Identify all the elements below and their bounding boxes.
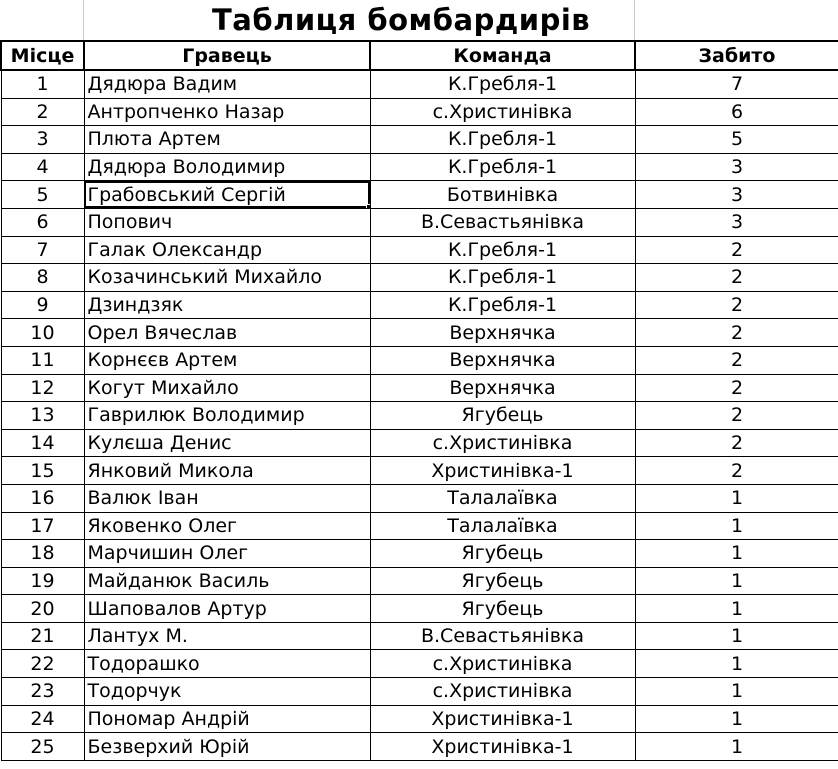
header-team[interactable]: Команда bbox=[370, 41, 635, 70]
cell-player[interactable]: Гаврилюк Володимир bbox=[84, 402, 370, 430]
cell-team[interactable]: Христинівка-1 bbox=[370, 457, 635, 485]
table-row bbox=[1, 650, 838, 678]
gridline bbox=[634, 0, 635, 40]
cell-place[interactable]: 20 bbox=[1, 595, 84, 623]
table-row bbox=[1, 705, 838, 733]
table-row bbox=[1, 70, 838, 98]
cell-place[interactable]: 14 bbox=[1, 429, 84, 457]
cell-team[interactable]: В.Севастьянівка bbox=[370, 208, 635, 236]
table-row bbox=[1, 622, 838, 650]
fill-handle[interactable] bbox=[366, 204, 371, 209]
cell-team[interactable]: Ботвинівка bbox=[370, 181, 635, 209]
cell-place[interactable]: 6 bbox=[1, 208, 84, 236]
cell-place[interactable]: 5 bbox=[1, 181, 84, 209]
cell-player[interactable]: Пономар Андрій bbox=[84, 705, 370, 733]
cell-team[interactable]: с.Христинівка bbox=[370, 429, 635, 457]
scorers-table bbox=[0, 40, 838, 761]
cell-goals[interactable]: 3 bbox=[635, 208, 838, 236]
cell-player[interactable]: Лантух М. bbox=[84, 622, 370, 650]
cell-place[interactable]: 21 bbox=[1, 622, 84, 650]
header-goals[interactable]: Забито bbox=[635, 41, 838, 70]
cell-place[interactable]: 24 bbox=[1, 705, 84, 733]
cell-goals[interactable]: 1 bbox=[635, 705, 838, 733]
cell-place[interactable]: 12 bbox=[1, 374, 84, 402]
cell-goals[interactable]: 2 bbox=[635, 236, 838, 264]
cell-goals[interactable]: 1 bbox=[635, 540, 838, 568]
cell-place[interactable]: 1 bbox=[1, 70, 84, 98]
cell-player[interactable]: Марчишин Олег bbox=[84, 540, 370, 568]
cell-team[interactable]: Верхнячка bbox=[370, 346, 635, 374]
cell-team[interactable]: В.Севастьянівка bbox=[370, 622, 635, 650]
cell-place[interactable]: 18 bbox=[1, 540, 84, 568]
cell-player[interactable]: Майданюк Василь bbox=[84, 567, 370, 595]
cell-team[interactable]: К.Гребля-1 bbox=[370, 291, 635, 319]
table-row bbox=[1, 457, 838, 485]
table-row bbox=[1, 291, 838, 319]
cell-player[interactable]: Безверхий Юрій bbox=[84, 733, 370, 761]
cell-player[interactable]: Яковенко Олег bbox=[84, 512, 370, 540]
cell-place[interactable]: 16 bbox=[1, 484, 84, 512]
cell-team[interactable]: Ягубець bbox=[370, 540, 635, 568]
table-row bbox=[1, 540, 838, 568]
cell-goals[interactable]: 1 bbox=[635, 567, 838, 595]
gridline bbox=[83, 0, 84, 40]
cell-goals[interactable]: 6 bbox=[635, 98, 838, 126]
title-row bbox=[0, 0, 838, 40]
cell-place[interactable]: 3 bbox=[1, 126, 84, 154]
cell-player[interactable]: Тодорчук bbox=[84, 678, 370, 706]
cell-player[interactable]: Кулєша Денис bbox=[84, 429, 370, 457]
cell-place[interactable]: 15 bbox=[1, 457, 84, 485]
cell-player[interactable]: Дзиндзяк bbox=[84, 291, 370, 319]
cell-player[interactable]: Корнєєв Артем bbox=[84, 346, 370, 374]
cell-place[interactable]: 17 bbox=[1, 512, 84, 540]
table-row bbox=[1, 595, 838, 623]
cell-player[interactable]: Дядюра Вадим bbox=[84, 70, 370, 98]
table-row bbox=[1, 512, 838, 540]
cell-team[interactable]: с.Христинівка bbox=[370, 98, 635, 126]
cell-place[interactable]: 22 bbox=[1, 650, 84, 678]
cell-player[interactable]: Козачинський Михайло bbox=[84, 264, 370, 292]
cell-place[interactable]: 7 bbox=[1, 236, 84, 264]
cell-place[interactable]: 9 bbox=[1, 291, 84, 319]
cell-team[interactable]: Талалаївка bbox=[370, 512, 635, 540]
cell-player[interactable]: Антропченко Назар bbox=[84, 98, 370, 126]
cell-goals[interactable]: 1 bbox=[635, 733, 838, 761]
cell-goals[interactable]: 1 bbox=[635, 595, 838, 623]
cell-team[interactable]: К.Гребля-1 bbox=[370, 126, 635, 154]
table-row bbox=[1, 181, 838, 209]
cell-goals[interactable]: 2 bbox=[635, 374, 838, 402]
table-title[interactable]: Таблиця бомбардирів bbox=[212, 3, 591, 37]
cell-team[interactable]: К.Гребля-1 bbox=[370, 236, 635, 264]
cell-team[interactable]: Ягубець bbox=[370, 595, 635, 623]
cell-team[interactable]: Верхнячка bbox=[370, 319, 635, 347]
table-row bbox=[1, 126, 838, 154]
cell-player[interactable]: Валюк Іван bbox=[84, 484, 370, 512]
cell-place[interactable]: 4 bbox=[1, 153, 84, 181]
cell-goals[interactable]: 2 bbox=[635, 346, 838, 374]
header-row bbox=[1, 41, 838, 70]
cell-place[interactable]: 2 bbox=[1, 98, 84, 126]
cell-goals[interactable]: 2 bbox=[635, 291, 838, 319]
table-row bbox=[1, 402, 838, 430]
cell-player[interactable]: Попович bbox=[84, 208, 370, 236]
cell-goals[interactable]: 1 bbox=[635, 512, 838, 540]
cell-player[interactable]: Орел Вячеслав bbox=[84, 319, 370, 347]
cell-team[interactable]: Христинівка-1 bbox=[370, 733, 635, 761]
cell-team[interactable]: Верхнячка bbox=[370, 374, 635, 402]
cell-player[interactable]: Янковий Микола bbox=[84, 457, 370, 485]
cell-place[interactable]: 25 bbox=[1, 733, 84, 761]
cell-place[interactable]: 23 bbox=[1, 678, 84, 706]
table-row bbox=[1, 374, 838, 402]
table-row bbox=[1, 98, 838, 126]
cell-player[interactable]: Плюта Артем bbox=[84, 126, 370, 154]
cell-goals[interactable]: 2 bbox=[635, 319, 838, 347]
cell-team[interactable]: К.Гребля-1 bbox=[370, 153, 635, 181]
cell-goals[interactable]: 1 bbox=[635, 650, 838, 678]
cell-goals[interactable]: 3 bbox=[635, 181, 838, 209]
cell-goals[interactable]: 2 bbox=[635, 264, 838, 292]
cell-team[interactable]: с.Христинівка bbox=[370, 678, 635, 706]
table-row bbox=[1, 567, 838, 595]
cell-goals[interactable]: 1 bbox=[635, 484, 838, 512]
cell-team[interactable]: Ягубець bbox=[370, 402, 635, 430]
cell-goals[interactable]: 2 bbox=[635, 402, 838, 430]
cell-goals[interactable]: 7 bbox=[635, 70, 838, 98]
cell-goals[interactable]: 2 bbox=[635, 429, 838, 457]
header-place[interactable]: Місце bbox=[1, 41, 84, 70]
cell-goals[interactable]: 5 bbox=[635, 126, 838, 154]
cell-team[interactable]: К.Гребля-1 bbox=[370, 264, 635, 292]
cell-player[interactable]: Галак Олександр bbox=[84, 236, 370, 264]
cell-team[interactable]: с.Христинівка bbox=[370, 650, 635, 678]
table-row bbox=[1, 264, 838, 292]
cell-place[interactable]: 11 bbox=[1, 346, 84, 374]
cell-team[interactable]: Талалаївка bbox=[370, 484, 635, 512]
cell-place[interactable]: 19 bbox=[1, 567, 84, 595]
cell-place[interactable]: 10 bbox=[1, 319, 84, 347]
cell-team[interactable]: К.Гребля-1 bbox=[370, 70, 635, 98]
cell-goals[interactable]: 1 bbox=[635, 622, 838, 650]
cell-team[interactable]: Ягубець bbox=[370, 567, 635, 595]
table-row bbox=[1, 484, 838, 512]
table-row bbox=[1, 346, 838, 374]
table-row bbox=[1, 319, 838, 347]
cell-player[interactable]: Когут Михайло bbox=[84, 374, 370, 402]
table-row bbox=[1, 153, 838, 181]
cell-player[interactable]: Грабовський Сергій bbox=[84, 181, 370, 209]
header-player[interactable]: Гравець bbox=[84, 41, 370, 70]
cell-goals[interactable]: 1 bbox=[635, 678, 838, 706]
cell-player[interactable]: Тодорашко bbox=[84, 650, 370, 678]
table-row bbox=[1, 429, 838, 457]
cell-goals[interactable]: 3 bbox=[635, 153, 838, 181]
cell-player[interactable]: Шаповалов Артур bbox=[84, 595, 370, 623]
cell-goals[interactable]: 2 bbox=[635, 457, 838, 485]
table-row bbox=[1, 236, 838, 264]
table-row bbox=[1, 208, 838, 236]
cell-player[interactable]: Дядюра Володимир bbox=[84, 153, 370, 181]
table-row bbox=[1, 678, 838, 706]
table-row bbox=[1, 733, 838, 761]
cell-place[interactable]: 8 bbox=[1, 264, 84, 292]
cell-place[interactable]: 13 bbox=[1, 402, 84, 430]
cell-team[interactable]: Христинівка-1 bbox=[370, 705, 635, 733]
